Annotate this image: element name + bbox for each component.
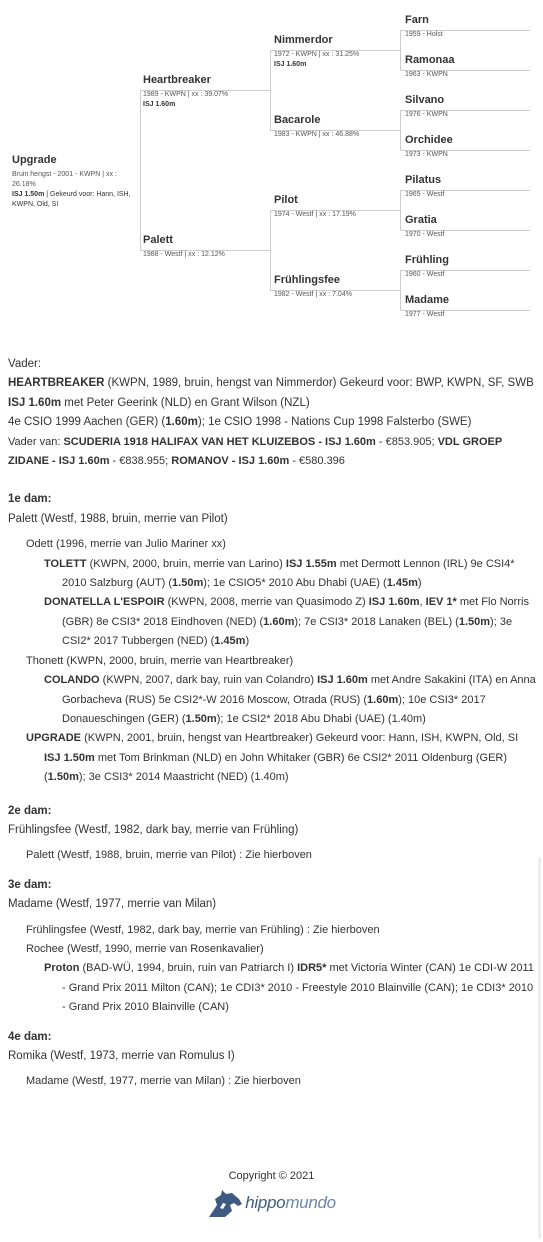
horse-info: Bruin hengst - 2001 - KWPN | xx : 26.18%: [12, 171, 117, 188]
dam2-line: Frühlingsfee (Westf, 1982, dark bay, merrie van Frühling): [8, 823, 299, 836]
horse-info: 1977 - Westf: [405, 311, 445, 318]
pedigree-chart: [0, 0, 543, 330]
dam1-label: 1e dam:: [8, 493, 52, 506]
logo-text: hippomundo: [245, 1193, 336, 1212]
horse-name[interactable]: Bacarole: [274, 114, 321, 126]
connector-line: [270, 210, 271, 290]
horse-info: 1983 - KWPN | xx : 46.88%: [274, 131, 360, 138]
horse-head-icon: [207, 1188, 245, 1218]
dam-offspring: Thonett (KWPN, 2000, bruin, merrie van Heartbreaker): [26, 654, 294, 667]
hippomundo-logo[interactable]: [0, 1188, 543, 1218]
horse-name[interactable]: Heartbreaker: [143, 74, 211, 86]
horse-info: 1963 - KWPN: [405, 71, 448, 78]
offspring-link[interactable]: DONATELLA L'ESPOIR: [44, 596, 165, 609]
offspring-link[interactable]: VDL GROEP ZIDANE - ISJ: [8, 435, 502, 468]
offspring-entry: COLANDO (KWPN, 2007, dark bay, ruin van Colandro) ISJ 1.60m met Andre Sakakini (ITA) en Anna Gorbacheva (RUS) 5e CSI2*-W 2016 Moscow, Otrada (RUS) (1.60m); 10e CSI3* 2017 Donaueschingen (GER) (1.50m); 1e CSI2* 2018 Abu Dhabi (UAE) (1.40m): [44, 674, 536, 725]
horse-approvals: [12, 190, 134, 210]
pedigree-g3[interactable]: [405, 133, 453, 160]
pedigree-dam-dam[interactable]: [274, 273, 399, 300]
horse-info: 1989 - KWPN | xx : 39.07%: [143, 91, 229, 98]
connector-line: [400, 30, 401, 70]
offspring-link[interactable]: COLANDO: [44, 674, 100, 687]
dam2-label: 2e dam:: [8, 804, 52, 817]
isj-level: ISJ 1.50m: [12, 191, 45, 198]
vader-line: HEARTBREAKER (KWPN, 1989, bruin, hengst van Nimmerdor) Gekeurd voor: BWP, KWPN, SF, SWB: [8, 377, 534, 390]
dam-offspring: Madame (Westf, 1977, merrie van Milan) : Zie hierboven: [26, 1075, 301, 1088]
dam-offspring: Palett (Westf, 1988, bruin, merrie van Pilot) : Zie hierboven: [26, 849, 312, 862]
dam-offspring: Rochee (Westf, 1990, merrie van Rosenkavalier): [26, 942, 264, 955]
isj-level: ISJ 1.60m: [143, 101, 176, 108]
horse-info: 1970 - Westf: [405, 231, 445, 238]
dam4-line: Romika (Westf, 1973, merrie van Romulus I): [8, 1050, 235, 1062]
pedigree-g3[interactable]: [405, 213, 445, 240]
pedigree-g3[interactable]: [405, 93, 448, 120]
breeding-details: [8, 355, 536, 1092]
vader-offspring: Vader van: SCUDERIA 1918 HALIFAX VAN HET KLUIZEBOS - ISJ 1.60m - €853.905; VDL GROEP ZIDANE - ISJ 1.60m - €838.955; ROMANOV - ISJ 1.60m - €580.396: [8, 435, 502, 468]
pedigree-sire-dam[interactable]: [274, 113, 399, 140]
footer: [0, 1170, 543, 1218]
offspring-entry: TOLETT (KWPN, 2000, bruin, merrie van Larino) ISJ 1.55m met Dermott Lennon (IRL) 9e CSI4* 2010 Salzburg (AUT) (1.50m); 1e CSIO5* 2010 Abu Dhabi (UAE) (1.45m): [44, 557, 515, 590]
horse-info: 1976 - KWPN: [405, 111, 448, 118]
horse-info: 1973 - KWPN: [405, 151, 448, 158]
isj-level: ISJ 1.60m: [274, 61, 307, 68]
approved-for: | Gekeurd voor: Hann, ISH, KWPN, Old, SI: [12, 191, 131, 208]
pedigree-g3[interactable]: [405, 173, 445, 200]
horse-info: 1959 - Holst: [405, 31, 443, 38]
offspring-entry: Proton (BAD-WÜ, 1994, bruin, ruin van Patriarch I) IDR5* met Victoria Winter (CAN) 1e CDI-W 2011 - Grand Prix 2011 Milton (CAN); 1e CDI3* 2010 - Freestyle 2010 Blainville (CAN); 1e CDI3* 2010 - Grand Prix 2010 Blainville (CAN): [44, 962, 534, 1014]
dam4-label: 4e dam:: [8, 1030, 52, 1043]
horse-info: 1960 - Westf: [405, 271, 445, 278]
horse-name[interactable]: Orchidee: [405, 134, 453, 146]
horse-name[interactable]: Gratia: [405, 214, 437, 226]
sire-name: HEARTBREAKER: [8, 377, 105, 390]
horse-name[interactable]: Madame: [405, 294, 450, 306]
dam-offspring: Frühlingsfee (Westf, 1982, dark bay, merrie van Frühling) : Zie hierboven: [26, 923, 380, 936]
horse-name[interactable]: Frühling: [405, 254, 449, 266]
pedigree-g3[interactable]: [405, 13, 443, 40]
horse-name[interactable]: Nimmerdor: [274, 34, 333, 46]
connector-line: [270, 50, 271, 130]
vader-label: Vader:: [8, 358, 42, 370]
horse-name[interactable]: Farn: [405, 14, 429, 26]
dam1-line: Palett (Westf, 1988, bruin, merrie van Pilot): [8, 512, 228, 525]
pedigree-sire[interactable]: [143, 73, 268, 110]
horse-info: 1988 - Westf | xx : 12.12%: [143, 251, 225, 258]
horse-info: 1972 - KWPN | xx : 31.25%: [274, 51, 360, 58]
connector-line: [400, 190, 401, 230]
offspring-entry: UPGRADE (KWPN, 2001, bruin, hengst van Heartbreaker) Gekeurd voor: Hann, ISH, KWPN, Old, SI ISJ 1.50m met Tom Brinkman (NLD) en John Whitaker (GBR) 6e CSI2* 2011 Oldenburg (GER) (1.50m); 3e CSI3* 2014 Maastricht (NED) (1.40m): [26, 732, 519, 784]
dam3-label: 3e dam:: [8, 878, 52, 891]
offspring-link[interactable]: SCUDERIA 1918 HALIFAX VAN HET KLUIZEBOS - ISJ 1.60m: [63, 435, 376, 448]
connector-line: [140, 90, 141, 250]
connector-line: [400, 110, 401, 150]
horse-name[interactable]: Ramonaa: [405, 54, 455, 66]
vader-results: ISJ 1.60m met Peter Geerink (NLD) en Grant Wilson (NZL): [8, 396, 310, 409]
connector-line: [400, 270, 401, 310]
pedigree-g3[interactable]: [405, 293, 449, 320]
copyright: Copyright © 2021: [228, 1170, 315, 1182]
offspring-link[interactable]: ROMANOV - ISJ 1.60m: [171, 455, 290, 468]
pedigree-g3[interactable]: [405, 53, 455, 80]
offspring-link[interactable]: UPGRADE: [26, 732, 82, 745]
horse-name[interactable]: Silvano: [405, 94, 445, 106]
offspring-entry: DONATELLA L'ESPOIR (KWPN, 2008, merrie van Quasimodo Z) ISJ 1.60m, IEV 1* met Flo Norris (GBR) 8e CSI3* 2018 Eindhoven (NED) (1.60m); 7e CSI3* 2018 Lanaken (BEL) (1.50m); 3e CSI2* 2017 Tubbergen (NED) (1.45m): [44, 596, 529, 648]
pedigree-dam[interactable]: [143, 233, 268, 260]
scrollbar[interactable]: [538, 858, 541, 1238]
pedigree-sire-sire[interactable]: [274, 33, 399, 70]
dam-offspring: Odett (1996, merrie van Julio Mariner xx): [26, 538, 226, 551]
offspring-link[interactable]: Proton: [44, 962, 80, 975]
horse-info: 1965 - Westf: [405, 191, 445, 198]
offspring-link[interactable]: TOLETT: [44, 557, 87, 570]
horse-info: 1982 - Westf | xx : 7.04%: [274, 291, 352, 298]
horse-name[interactable]: Frühlingsfee: [274, 274, 341, 286]
pedigree-g3[interactable]: [405, 253, 449, 280]
horse-name[interactable]: Pilot: [274, 194, 298, 206]
pedigree-subject[interactable]: [12, 153, 134, 210]
horse-name[interactable]: Pilatus: [405, 174, 442, 186]
horse-name[interactable]: Upgrade: [12, 154, 57, 166]
dam3-line: Madame (Westf, 1977, merrie van Milan): [8, 898, 217, 911]
horse-name[interactable]: Palett: [143, 234, 173, 246]
pedigree-dam-sire[interactable]: [274, 193, 399, 220]
horse-info: 1974 - Westf | xx : 17.19%: [274, 211, 356, 218]
vader-results-line: 4e CSIO 1999 Aachen (GER) (1.60m); 1e CSIO 1998 - Nations Cup 1998 Falsterbo (SWE): [8, 416, 472, 429]
